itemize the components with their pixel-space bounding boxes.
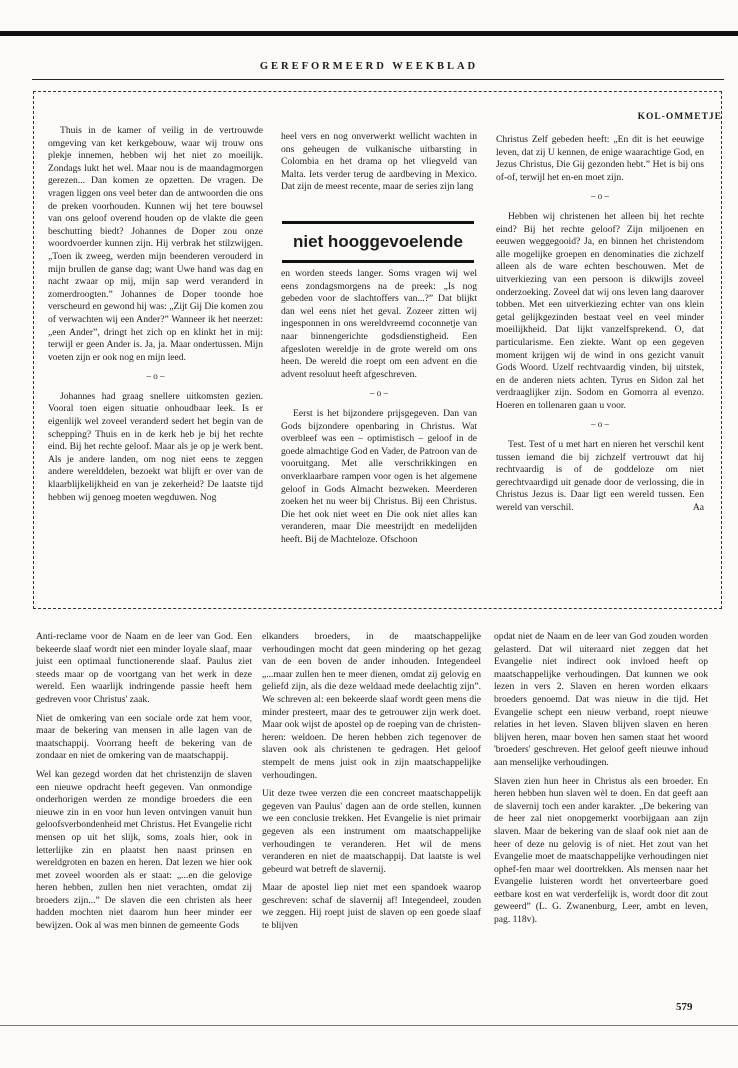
paragraph: Wel kan gezegd worden dat het christenzijn de slaven een nieuwe opdracht heeft gegeven. Van onmondige onderhorigen werden ze mondige broeders die een nieuwe zin in en voor hun leven ontvingen vanuit hun geloofsverbondenheid met Christus. Het Evangelie richt mensen op uit het slijk, soms, zoals hier, ook in letterlijke zin en plaatst hen naast prinsen en wereldgroten en bazen en heren. Dat lezen we hier ook met zoveel woorden als er staat: „...en die gelovige heren hebben, zullen hen niet verachten, omdat zij broeders zijn...” De slaven die een christen als heer hadden mochten niet daarom hun heer minder eer bewijzen. Ook al was men binnen de gemeente Gods <box>36 768 252 932</box>
paragraph: elkanders broeders, in de maatschappelijke verhoudingen mocht dat geen mindering op het gezag van de een boven de ander inhouden. Integendeel „...maar zullen hen te meer dienen, omdat zij gelovig en geliefd zijn, als die deze weldaad mede deelachtig zijn”. We schreven al: een bekeerde slaaf wordt geen mens die minder presteert, maar des te getrouwer zijn werk doet. Maar ook wijst de apostel op de roeping van de christen-heren: weldoen. De heren hebben zich tegenover de slaven ook als christenen te gedragen. Het geloof stempelt de mens juist ook in zijn maatschappelijke verhoudingen. <box>262 631 481 781</box>
box-column-1 <box>48 125 263 508</box>
paragraph: Slaven zien hun heer in Christus als een broeder. En heren hebben hun slaven wèl te doen. En dat geeft aan de slavernij toch een ander karakter. „De bekering van de heer zal niet onopgemerkt voorbijgaan aan zijn slaven. Maar de bekering van de slaaf ook niet aan de heer of deze nu gelovig is of niet. Het zout van het Evangelie moet de maatschappelijke verhoudingen niet ophef-fen maar wel doortrekken. Als mensen naar het Evangelie luisteren wordt het onverteerbare goed eetbare kost en wat verderfelijk is, wordt door dit zout geweerd” (L. G. Zwanenburg, Leer, ambt en leven, pag. 118v). <box>494 775 708 926</box>
signature: Aa <box>692 502 704 514</box>
body-column-1 <box>36 631 252 939</box>
paragraph: Hebben wij christenen het alleen bij het rechte eind? Bij het rechte geloof? Zijn miljoenen en eeuwen weggegooid? Ja, en binnen het christendom alle mogelijke groepen en denominaties die zichzelf alleen als de ware echten beschouwen. Met de uitverkiezing van een persoon is dikwijls zoveel onderzoeking. Zoveel dat wij ons leven lang daarover tobben. Met een uitverkiezing echter van ons klein getal gelijkgezinden bestaat veel en veel minder moeilijkheid. Dat lijkt vanzelfsprekend. O, dat particularisme. Een ziekte. Want op een gegeven moment krijgen wij de wind in ons gezicht vanuit Gods Woord. Uzelf rechtvaardig vinden, bij uitstek, en de anderen niets achten. Tyrus en Sidon zal het verdraaglijker zijn. Sodom en Gomorra al evenzo. Hoeren en tollenaren gaan u voor. <box>496 210 704 411</box>
paragraph: Johannes had graag snellere uitkomsten gezien. Vooral toen eigen situatie onhoudbaar leek. Is er eigenlijk wel zoveel veranderd sedert het begin van de schepping? Thuis en in de kerk heb je bij het rechte eind. Bij het rechte geloof. Maar als je op je werk bent. Als je andere landen, om nog niet eens te zeggen andere werelddelen, bezoekt wat blijft er over van de klaarblijkelijkheid en van je zekerheid? De laatste tijd hebben wij genoeg moeten wegduwen. Nog <box>48 390 263 503</box>
body-column-2 <box>262 631 481 939</box>
header-rule <box>32 79 724 80</box>
top-rule <box>0 31 738 36</box>
box-column-2-bottom <box>281 268 477 550</box>
box-column-2-top <box>281 131 477 198</box>
masthead: GEREFORMEERD WEEKBLAD <box>259 61 479 72</box>
paragraph: Christus Zelf gebeden heeft: „En dit is het eeuwige leven, dat zij U kennen, de enige waarachtige God, en Jezus Christus, Die Gij gezonden hebt.” Het is bij ons of-of, terwijl het en-en moet zijn. <box>496 134 704 183</box>
article-title-box <box>282 221 474 263</box>
column-label: KOL-OMMETJE <box>637 112 722 122</box>
paragraph: Thuis in de kamer of veilig in de vertrouwde omgeving van ket kerkgebouw, waar wij trouw ons plekje innemen, hebben wij het niet zo moeilijk. Zondags lukt het wel. Maar nou is de maandagmorgen gerezen... Dan komen ze opzetten. De vragen. De vragen liggen ons veel beter dan de antwoorden die ons de preken voorhouden. Kunnen wij het tere bouwsel van ons geloof overend houden op de vlakte die geen beschutting biedt? Johannes de Doper zou onze woordvoerder kunnen zijn. Hij verbrak het stilzwijgen. „Toen ik zweeg, werden mijn beenderen verouderd in mijn brullen de ganse dag; want Uwe hand was dag en nacht zwaar op mij, mijn sap werd veranderd in zomerdroogten.” Johannes de Doper toonde hoe verscheurd en gewond hij was: „Zijt Gij Die komen zou of verwachten wij een Ander?” Wanneer ik het neerzet: „een Ander”, dringt het zich op en klinkt het in mij: terwijl er geen Ander is. Ja, ja. Maar ondertussen. Mijn voeten zijn er ook nog en mijn leed. <box>48 125 264 363</box>
article-title: niet hooggevoelende <box>292 232 464 251</box>
paragraph: Eerst is het bijzondere prijsgegeven. Dan van Gods bijzondere openbaring in Christus. Wat overbleef was een – optimistisch – geloof in de goede almachtige God en Vader, de Patroon van de vooruitgang. Met alle verschrikkingen en onverklaarbare rampen voor ogen is het algemene geloof in Gods Almacht bezweken. Meerderen zoeken het nu weer bij Christus. Bij een Christus. Die het ook niet weet en Die ook niet alles kan veranderen, maar Die meestrijdt en medelijden heeft. Bij de Machteloze. Ofschoon <box>281 407 477 545</box>
box-column-3 <box>496 134 704 519</box>
bottom-rule <box>0 1025 738 1026</box>
separator: – o – <box>591 191 609 202</box>
paragraph: Niet de omkering van een sociale orde zat hem voor, maar de bekering van mensen in alle lagen van de maatschappij. Voorrang heeft de bekering van de zondaar en niet de omkering van de maatschappij. <box>36 712 252 762</box>
paragraph: opdat niet de Naam en de leer van God zouden worden gelasterd. Dat wil uiteraard niet zeggen dat het Evangelie niet indirect ook invloed heeft op maatschappelijke verhoudingen. Dat kunnen we ook lezen in vers 2. Slaven en heren worden elkaars broeders genoemd. Dat was nieuw in die tijd. Het Evangelie schept een nieuw verband, roept nieuwe relaties in het leven. Slaven blijven slaven en heren blijven heren, maar boven hen samen staat het woord 'broeders' geschreven. Het geloof geeft nieuwe inhoud aan menselijke verhoudingen. <box>494 631 708 768</box>
page-number: 579 <box>676 1001 693 1013</box>
paragraph: Uit deze twee verzen die een concreet maatschappelijk gegeven van Paulus' dagen aan de orde stellen, kunnen we een conclusie trekken. Het Evangelie is niet primair gegeven als een instrument om maatschappelijke verhoudingen te veranderen. Het wil de mens veranderen en niet de maatschappij. Dat laatste is wel gebeurd wat betreft de slavernij. <box>262 788 481 875</box>
paragraph-text: Test. Test of u met hart en nieren het verschil kent tussen iemand die bij zichzelf vertrouwt dat hij rechtvaardig is of de goddeloze om niet gerechtvaardigd uit genade door de verlossing, die in Christus Jezus is. Daar ligt een wereld tussen. Een wereld van verschil. <box>496 439 704 514</box>
body-column-3 <box>494 631 708 933</box>
separator: – o – <box>591 419 609 430</box>
paragraph: Maar de apostel liep niet met een spandoek waarop geschreven: schaf de slavernij af! Integendeel, zouden we zeggen. Hij roept juist de slaven op een goede slaaf te blijven <box>262 882 481 932</box>
paragraph: heel vers en nog onverwerkt wellicht wachten in ons geheugen de vulkanische uitbarsting in Colombia en het drama op het vliegveld van Malta. Iets verder terug de aardbeving in Mexico. Dat zijn de meest recente, maar de series zijn lang <box>281 131 477 193</box>
paragraph: en worden steeds langer. Soms vragen wij wel eens zondagsmorgens na de preek: „Is nog gebeden voor de slachtoffers van...?” Dat blijkt dan wel eens niet het geval. Zozeer zitten wij ingesponnen in ons wereldvreemd coconnetje van naar binnengerichte godsdienstigheid. Een afgesloten wereldje in de grote wereld om ons heen. De wereld die roept om een advent en die advent resoluut heeft afgeschreven. <box>281 268 477 380</box>
paragraph: Anti-reclame voor de Naam en de leer van God. Een bekeerde slaaf wordt niet een minder loyale slaaf, maar juist een optimaal functionerende slaaf. Paulus ziet steeds maar op de voortgang van het werk in deze wereld. Een waarlijk indringende passie heeft hem gedreven voor Christus' zaak. <box>36 631 252 705</box>
paragraph <box>496 439 704 515</box>
separator: – o – <box>370 388 388 399</box>
separator: – o – <box>146 371 165 382</box>
